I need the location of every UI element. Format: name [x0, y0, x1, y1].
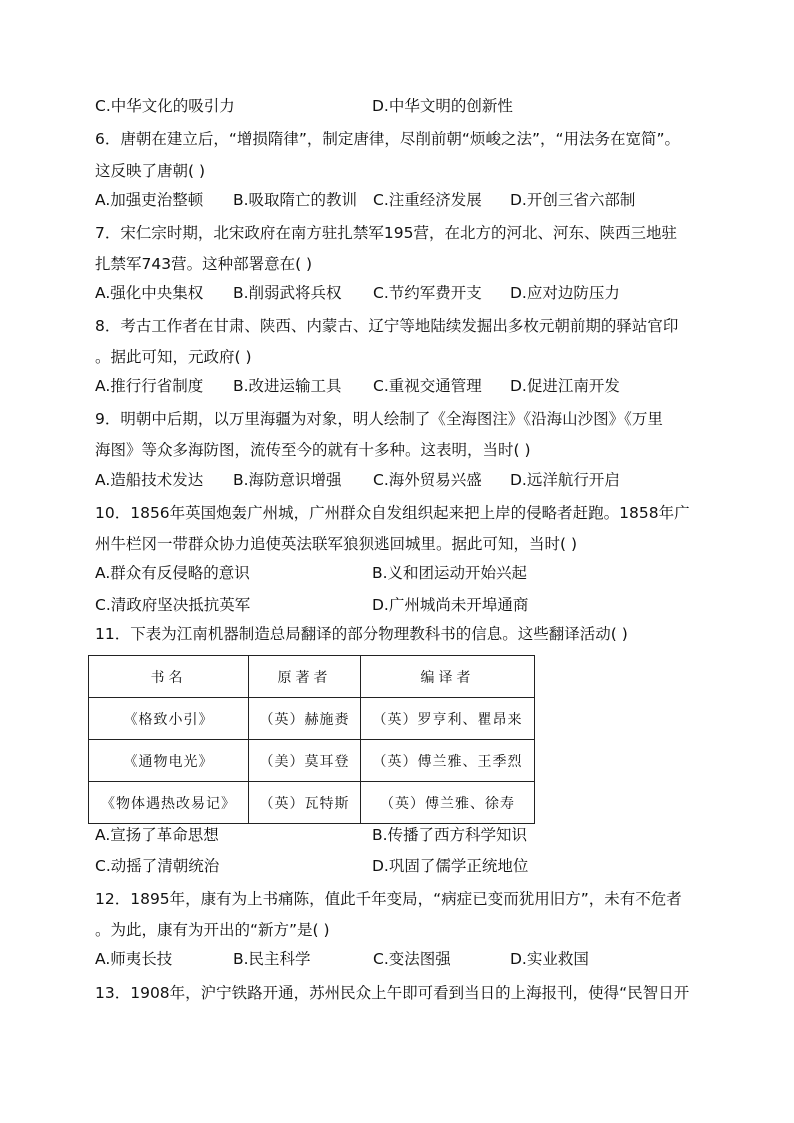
question-line: 10．1856年英国炮轰广州城，广州群众自发组织起来把上岸的侵略者赶跑。1858年广 — [95, 504, 690, 522]
table-row — [89, 740, 535, 782]
question-line: 8．考古工作者在甘肃、陕西、内蒙古、辽宁等地陆续发掘出多枚元朝前期的驿站官印 — [95, 317, 679, 335]
table-row — [89, 698, 535, 740]
table-cell: （英）傅兰雅、徐寿 — [361, 782, 535, 824]
answer-option: C.海外贸易兴盛 — [373, 471, 482, 489]
question-line: 6．唐朝在建立后，“增损隋律”，制定唐律，尽削前朝“烦峻之法”，“用法务在宽简”。 — [95, 130, 681, 148]
answer-option: C.清政府坚决抵抗英军 — [95, 596, 251, 614]
answer-option: B.传播了西方科学知识 — [372, 826, 528, 844]
answer-option: B.改进运输工具 — [233, 377, 342, 395]
answer-option: D.应对边防压力 — [510, 284, 620, 302]
translation-table — [88, 655, 535, 824]
answer-option: C.重视交通管理 — [373, 377, 482, 395]
question-line: 12．1895年，康有为上书痛陈，值此千年变局，“病症已变而犹用旧方”，未有不危者 — [95, 890, 682, 908]
answer-option: A.强化中央集权 — [95, 284, 204, 302]
answer-option: B.海防意识增强 — [233, 471, 342, 489]
answer-option: A.造船技术发达 — [95, 471, 204, 489]
table-cell: （英）赫施赉 — [249, 698, 361, 740]
table-cell: （英）瓦特斯 — [249, 782, 361, 824]
question-line: 7．宋仁宗时期，北宋政府在南方驻扎禁军195营，在北方的河北、河东、陕西三地驻 — [95, 224, 677, 242]
table-header-cell: 编译者 — [361, 656, 535, 698]
answer-option: D.中华文明的创新性 — [372, 97, 513, 115]
question-line: 海图》等众多海防图，流传至今的就有十多种。这表明，当时( ) — [95, 441, 531, 459]
answer-option: A.推行行省制度 — [95, 377, 204, 395]
question-line: 9．明朝中后期，以万里海疆为对象，明人绘制了《全海图注》《沿海山沙图》《万里 — [95, 410, 663, 428]
answer-option: C.变法图强 — [373, 950, 451, 968]
question-line: 扎禁军743营。这种部署意在( ) — [95, 255, 313, 273]
table-header-cell: 书名 — [89, 656, 249, 698]
answer-option: A.宣扬了革命思想 — [95, 826, 219, 844]
answer-option: C.节约军费开支 — [373, 284, 482, 302]
answer-option: D.促进江南开发 — [510, 377, 620, 395]
table-cell: （美）莫耳登 — [249, 740, 361, 782]
answer-option: D.开创三省六部制 — [510, 191, 636, 209]
answer-option: C.注重经济发展 — [373, 191, 482, 209]
table-row — [89, 782, 535, 824]
question-line: 。为此，康有为开出的“新方”是( ) — [95, 921, 330, 939]
question-line: 这反映了唐朝( ) — [95, 162, 206, 180]
answer-option: B.削弱武将兵权 — [233, 284, 342, 302]
answer-option: C.动摇了清朝统治 — [95, 857, 220, 875]
table-cell: （英）罗亨利、瞿昂来 — [361, 698, 535, 740]
answer-option: B.义和团运动开始兴起 — [372, 564, 528, 582]
question-line: 。据此可知，元政府( ) — [95, 348, 252, 366]
answer-option: D.巩固了儒学正统地位 — [372, 857, 529, 875]
answer-option: B.民主科学 — [233, 950, 311, 968]
answer-option: A.群众有反侵略的意识 — [95, 564, 250, 582]
answer-option: A.加强吏治整顿 — [95, 191, 204, 209]
answer-option: C.中华文化的吸引力 — [95, 97, 235, 115]
table-header-cell: 原著者 — [249, 656, 361, 698]
answer-option: B.吸取隋亡的教训 — [233, 191, 358, 209]
answer-option: D.远洋航行开启 — [510, 471, 620, 489]
answer-option: D.广州城尚未开埠通商 — [372, 596, 529, 614]
answer-option: D.实业救国 — [510, 950, 589, 968]
table-cell: 《格致小引》 — [89, 698, 249, 740]
table-cell: （英）傅兰雅、王季烈 — [361, 740, 535, 782]
table-cell: 《物体遇热改易记》 — [89, 782, 249, 824]
table-header-row — [89, 656, 535, 698]
question-line: 州牛栏冈一带群众协力追使英法联军狼狈逃回城里。据此可知，当时( ) — [95, 535, 578, 553]
question-line: 11．下表为江南机器制造总局翻译的部分物理教科书的信息。这些翻译活动( ) — [95, 625, 628, 643]
question-line: 13．1908年，沪宁铁路开通，苏州民众上午即可看到当日的上海报刊，使得“民智日开 — [95, 984, 690, 1002]
table-cell: 《通物电光》 — [89, 740, 249, 782]
answer-option: A.师夷长技 — [95, 950, 173, 968]
